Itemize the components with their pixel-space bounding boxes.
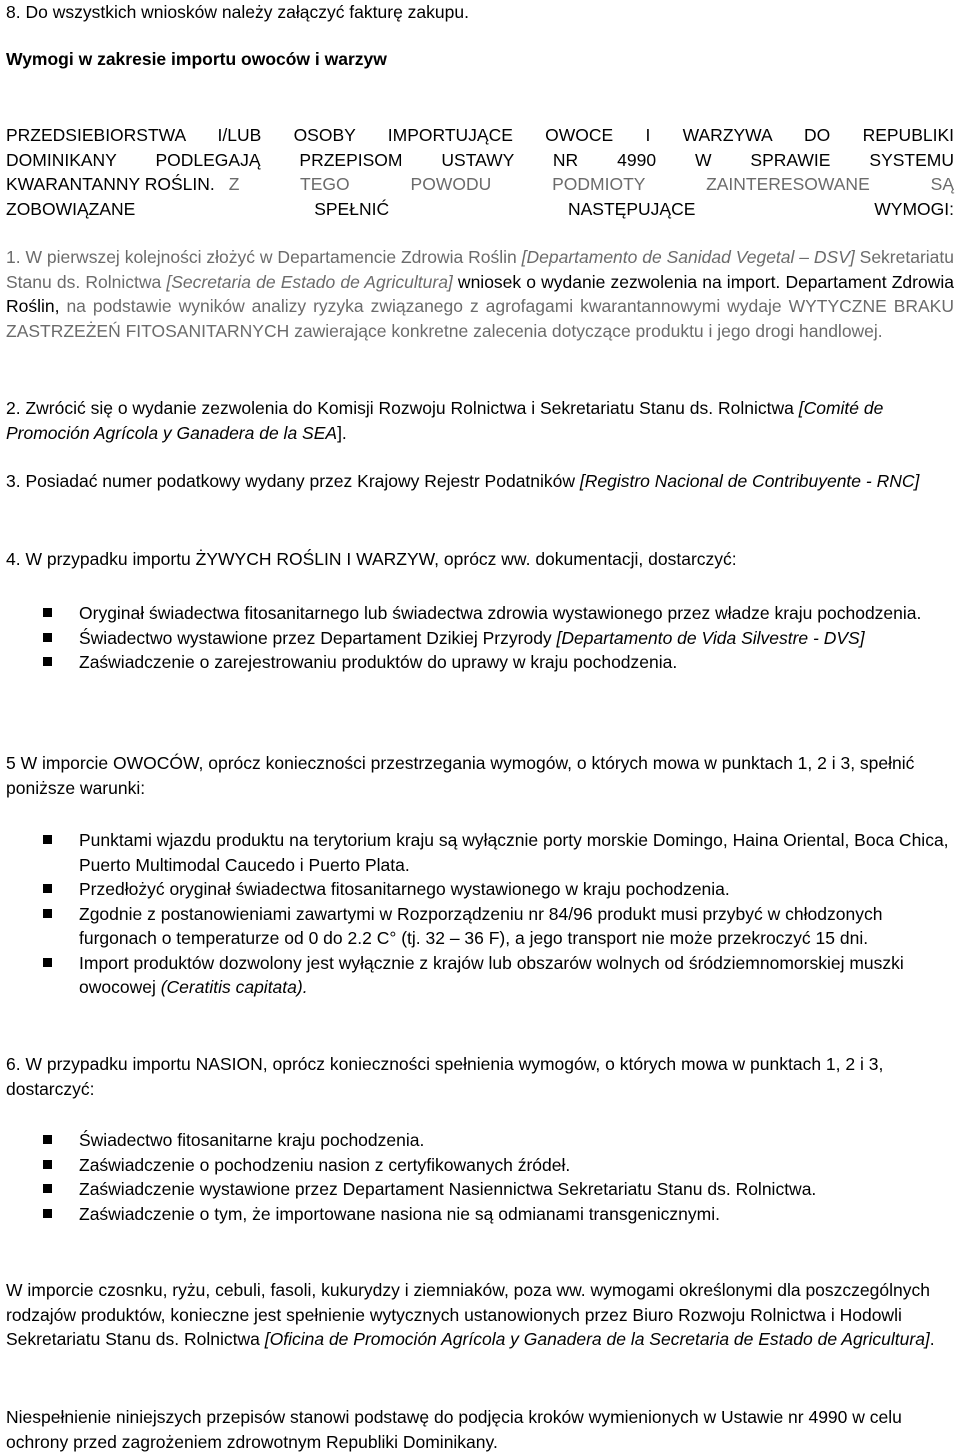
section-heading: Wymogi w zakresie importu owoców i warzyw xyxy=(6,49,387,69)
list-item: Przedłożyć oryginał świadectwa fitosanitarnego wystawionego w kraju pochodzenia. xyxy=(6,877,954,902)
item-3-paragraph xyxy=(6,469,954,494)
square-bullet-icon xyxy=(43,1209,52,1218)
item-2-c: ]. xyxy=(337,422,347,443)
list-item: Świadectwo fitosanitarne kraju pochodzenia. xyxy=(6,1128,954,1153)
list-item: Zaświadczenie wystawione przez Departament Nasiennictwa Sekretariatu Stanu ds. Rolnictwa. xyxy=(6,1177,954,1202)
item-4-paragraph: 4. W przypadku importu ŻYWYCH ROŚLIN I WARZYW, oprócz ww. dokumentacji, dostarczyć: xyxy=(6,549,737,569)
list-item: Zgodnie z postanowieniami zawartymi w Rozporządzeniu nr 84/96 produkt musi przybyć w chłodzonych furgonach o temperaturze od 0 do 2.2 C° (tj. 32 – 36 F), a jego transport nie może przekroczyć 15 dni. xyxy=(6,902,954,951)
list-item: Zaświadczenie o pochodzeniu nasion z certyfikowanych źródeł. xyxy=(6,1153,954,1178)
list-item: Punktami wjazdu produktu na terytorium kraju są wyłącznie porty morskie Domingo, Haina Oriental, Boca Chica, Puerto Multimodal Caucedo i Puerto Plata. xyxy=(6,828,954,877)
square-bullet-icon xyxy=(43,608,52,617)
item-1-c: Sekretariatu Stanu ds. xyxy=(6,247,954,292)
intro-line-3b: Z TEGO POWODU PODMIOTY ZAINTERESOWANE SĄ xyxy=(228,174,954,194)
square-bullet-icon xyxy=(43,1184,52,1193)
item-6-paragraph: 6. W przypadku importu NASION, oprócz konieczności spełnienia wymogów, o których mowa w punktach 1, 2 i 3, dostarczyć: xyxy=(6,1054,884,1099)
item-5-bullet-list xyxy=(6,828,954,1000)
item-2-paragraph xyxy=(6,396,954,445)
intro-line-2: DOMINIKANY PODLEGAJĄ PRZEPISOM USTAWY NR 4990 W SPRAWIE SYSTEMU xyxy=(6,149,954,170)
item-1-d: Rolnictwa xyxy=(85,271,167,292)
list-item: Oryginał świadectwa fitosanitarnego lub świadectwa zdrowia wystawionego przez władze kraju pochodzenia. xyxy=(6,601,954,626)
item-1-a: 1. W pierwszej kolejności złożyć w Departamencie Zdrowia Roślin xyxy=(6,247,522,267)
square-bullet-icon xyxy=(43,1160,52,1169)
list-item: Import produktów dozwolony jest wyłącznie z krajów lub obszarów wolnych od śródziemnomorskiej muszki owocowej (Ceratitis capitata). xyxy=(6,951,954,1000)
garlic-rice-paragraph: W imporcie czosnku, ryżu, cebuli, fasoli, kukurydzy i ziemniaków, poza ww. wymogami określonymi dla poszczególnych rodzajów produktów, konieczne jest spełnienie wytycznych ustanowionych przez Biuro Rozwoju Rolnictwa i Hodowli Sekretariatu Stanu ds. Rolnictwa [Oficina de Promoción Agrícola y Ganadera de la Secretaria de Estado de Agricultura]. xyxy=(6,1280,935,1349)
intro-paragraph xyxy=(6,123,954,221)
square-bullet-icon xyxy=(43,909,52,918)
item-1-paragraph xyxy=(6,245,954,343)
item-1-g: Departament Zdrowia Roślin, xyxy=(6,271,954,316)
item-3-b: [Registro Nacional de Contribuyente - RNC] xyxy=(579,471,920,491)
line-invoice-requirement: 8. Do wszystkich wniosków należy załączyć fakturę zakupu. xyxy=(6,2,469,22)
item-1-e: [Secretaria de Estado de Agricultura] xyxy=(166,271,453,292)
intro-line-4: ZOBOWIĄZANE SPEŁNIĆ NASTĘPUJĄCE WYMOGI: xyxy=(6,198,954,219)
square-bullet-icon xyxy=(43,884,52,893)
item-1-f: wniosek o wydanie zezwolenia na import. xyxy=(452,271,786,292)
item-1-b: [Departamento de Sanidad Vegetal – DSV] xyxy=(521,247,855,267)
intro-line-3 xyxy=(6,172,954,197)
item-5-paragraph: 5 W imporcie OWOCÓW, oprócz konieczności przestrzegania wymogów, o których mowa w punktach 1, 2 i 3, spełnić poniższe warunki: xyxy=(6,753,915,798)
item-1-h: na podstawie wyników analizy ryzyka związanego z agrofagami kwarantannowymi wydaje WYTYCZNE BRAKU ZASTRZEŻEŃ FITOSANITARNYCH zawierające konkretne zalecenia dotyczące produktu i jego drogi handlowej. xyxy=(6,296,954,341)
list-item: Zaświadczenie o tym, że importowane nasiona nie są odmianami transgenicznymi. xyxy=(6,1202,954,1227)
item-4-bullet-list xyxy=(6,601,954,675)
square-bullet-icon xyxy=(43,958,52,967)
intro-line-1: PRZEDSIEBIORSTWA I/LUB OSOBY IMPORTUJĄCE OWOCE I WARZYWA DO REPUBLIKI xyxy=(6,125,954,145)
list-item: Zaświadczenie o zarejestrowaniu produktów do uprawy w kraju pochodzenia. xyxy=(6,650,954,675)
list-item: Świadectwo wystawione przez Departament Dzikiej Przyrody [Departamento de Vida Silvestre - DVS] xyxy=(6,626,954,651)
item-2-a: 2. Zwrócić się o wydanie zezwolenia do Komisji Rozwoju Rolnictwa i Sekretariatu Stanu ds. Rolnictwa xyxy=(6,398,799,418)
square-bullet-icon xyxy=(43,633,52,642)
square-bullet-icon xyxy=(43,1135,52,1144)
item-3-a: 3. Posiadać numer podatkowy wydany przez Krajowy Rejestr Podatników xyxy=(6,471,580,491)
square-bullet-icon xyxy=(43,835,52,844)
item-6-bullet-list xyxy=(6,1128,954,1226)
item-2-b: [Comité de Promoción Agrícola y Ganadera de la SEA xyxy=(6,398,884,443)
intro-line-3a: KWARANTANNY ROŚLIN. xyxy=(6,174,215,194)
square-bullet-icon xyxy=(43,657,52,666)
final-paragraph: Niespełnienie niniejszych przepisów stanowi podstawę do podjęcia kroków wymienionych w Ustawie nr 4990 w celu ochrony przed zagrożeniem zdrowotnym Republiki Dominikany. xyxy=(6,1407,902,1452)
